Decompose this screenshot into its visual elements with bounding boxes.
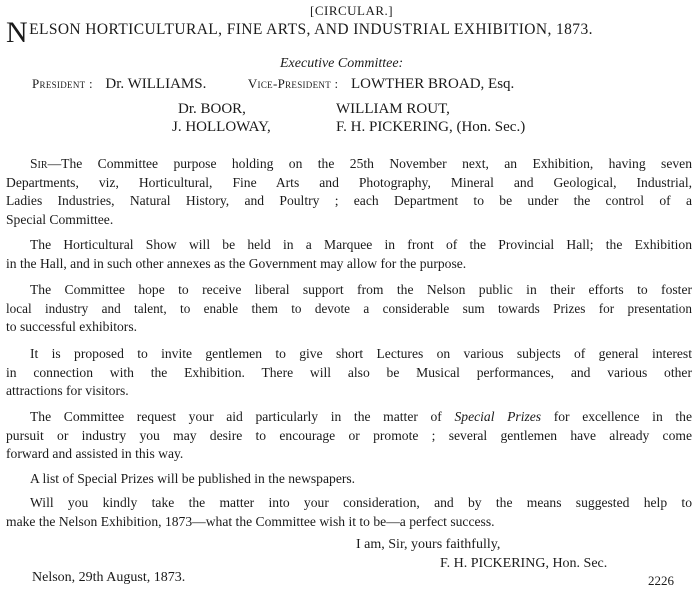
reference-number: 2226 [648, 573, 674, 588]
text-line: The Committee request your aid particularly in the matter of Special Prizes for excellence in the [30, 409, 692, 424]
president-name: Dr. WILLIAMS. [105, 76, 207, 92]
text-line: Departments, viz, Horticultural, Fine Arts and Photography, Mineral and Geological, Industrial, [6, 174, 692, 190]
text-line: local industry and talent, to enable them to devote a considerable sum towards Prizes for presentation [6, 300, 692, 316]
text-line: to successful exhibitors. [6, 319, 138, 334]
text-line: Ladies Industries, Natural History, and Poultry ; each Department to be under the control of a [6, 193, 692, 208]
committee-member: F. H. PICKERING, (Hon. Sec.) [336, 119, 526, 135]
text-line: make the Nelson Exhibition, 1873—what the Committee wish it to be—a perfect success. [6, 513, 495, 529]
exhibition-title [6, 18, 593, 48]
paragraph-closing-request [6, 494, 692, 531]
place-date: Nelson, 29th August, 1873. [32, 570, 186, 585]
president-line [32, 76, 514, 93]
executive-committee-heading: Executive Committee: [280, 56, 404, 71]
president-label: President : [32, 76, 93, 91]
paragraph-special-prizes [6, 408, 692, 464]
paragraph-intro [6, 155, 692, 229]
committee-member: Dr. BOOR, [178, 101, 246, 117]
paragraph-lectures [6, 345, 692, 401]
salutation: Sir [30, 156, 48, 171]
paragraph-horticultural-show [6, 236, 692, 273]
title-text: ELSON HORTICULTURAL, FINE ARTS, AND INDUSTRIAL EXHIBITION, 1873. [29, 21, 593, 38]
circular-heading: [CIRCULAR.] [310, 3, 394, 18]
title-initial-letter: N [6, 16, 29, 49]
paragraph-support [6, 281, 692, 337]
text-line: A list of Special Prizes will be published in the newspapers. [30, 471, 356, 486]
text-line: in connection with the Exhibition. There will also be Musical performances, and various other [6, 364, 692, 380]
special-prizes-emphasis: Special Prizes [454, 409, 542, 424]
text-line: Will you kindly take the matter into your consideration, and by the means suggested help to [30, 495, 692, 510]
text-line: The Committee hope to receive liberal support from the Nelson public in their efforts to foster [30, 282, 692, 297]
paragraph-prize-list [6, 470, 692, 489]
text-line: pursuit or industry you may desire to encourage or promote ; several gentlemen have already come [6, 427, 692, 443]
text-line: Sir—The Committee purpose holding on the 25th November next, an Exhibition, having seven [30, 156, 692, 171]
vice-president-label: Vice-President : [247, 76, 339, 91]
text-line: attractions for visitors. [6, 383, 129, 398]
text-line: The Horticultural Show will be held in a Marquee in front of the Provincial Hall; the Exhibition [30, 237, 692, 252]
signature: F. H. PICKERING, Hon. Sec. [440, 556, 608, 571]
closing-salutation: I am, Sir, yours faithfully, [356, 537, 501, 552]
committee-member: J. HOLLOWAY, [172, 119, 271, 135]
text-line: in the Hall, and in such other annexes as the Government may allow for the purpose. [6, 255, 467, 271]
text-line: It is proposed to invite gentlemen to give short Lectures on various subjects of general interest [30, 346, 692, 361]
text-line: forward and assisted in this way. [6, 446, 184, 461]
committee-member: WILLIAM ROUT, [336, 101, 450, 117]
text-line: Special Committee. [6, 211, 114, 227]
vice-president-name: LOWTHER BROAD, Esq. [350, 76, 515, 92]
